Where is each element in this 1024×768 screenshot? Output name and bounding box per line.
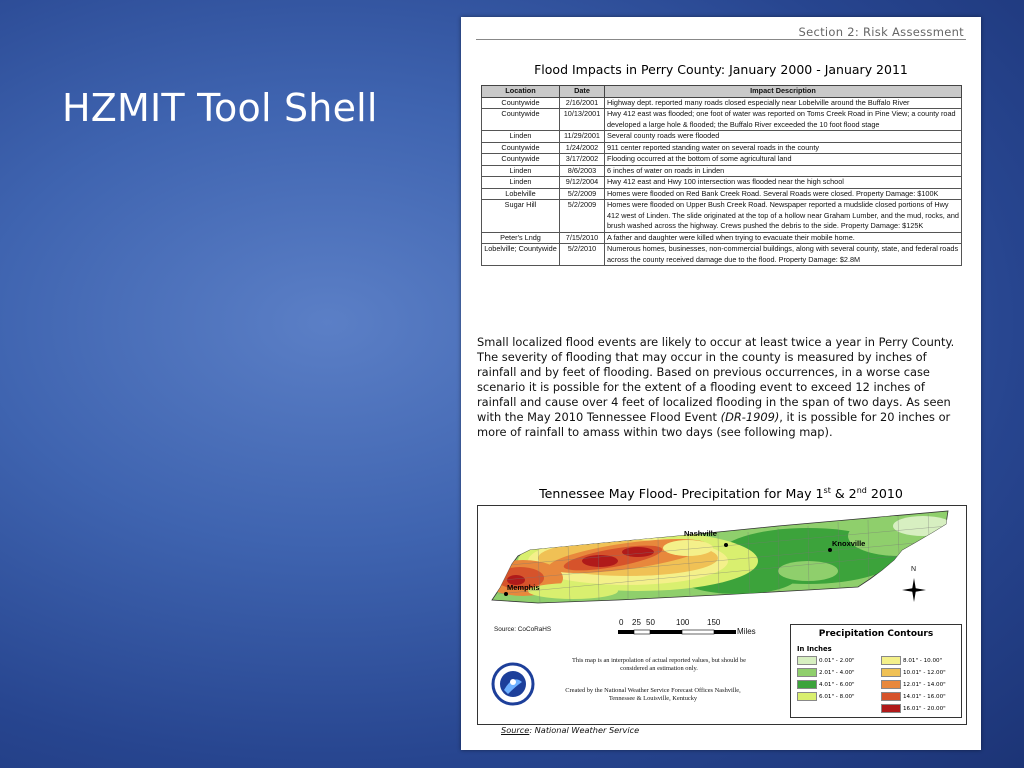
cell-location: Linden — [482, 177, 560, 189]
legend-label: 16.01" - 20.00" — [903, 706, 946, 712]
map-title — [461, 486, 981, 501]
legend-label: 6.01" - 8.00" — [819, 694, 855, 700]
legend-swatch — [797, 668, 817, 677]
column-header-date: Date — [560, 86, 605, 98]
map-source-line — [501, 725, 639, 735]
paragraph-text-end: , it is possible for 20 inches or more of rainfall to amass within two days (see following map). — [477, 410, 951, 439]
cell-impact: Several county roads were flooded — [605, 131, 962, 143]
cell-date: 1/24/2002 — [560, 142, 605, 154]
legend-swatch — [881, 692, 901, 701]
legend-swatch — [881, 668, 901, 677]
legend-label: 2.01" - 4.00" — [819, 670, 855, 676]
map-title-sup: st — [823, 486, 831, 495]
cell-date: 5/2/2009 — [560, 188, 605, 200]
cell-impact: Homes were flooded on Upper Bush Creek Road. Newspaper reported a mudslide closed portions of Hwy 412 west of Linden. The slide originated at the top of a hollow near Graham Lumber, and the mud, rocks, and brush washed across the highway. Crews pushed the debris to the side. Property Damage: $125K — [605, 200, 962, 233]
memphis-marker — [504, 592, 508, 596]
cell-location: Linden — [482, 165, 560, 177]
slide-title: HZMIT Tool Shell — [62, 86, 378, 130]
city-label-nashville: Nashville — [684, 529, 717, 538]
legend-label: 14.01" - 16.00" — [903, 694, 946, 700]
legend-label: 0.01" - 2.00" — [819, 658, 855, 664]
cell-impact: Hwy 412 east was flooded; one foot of water was reported on Toms Creek Road in Pine View; a county road developed a large hole & flooded; the Buffalo River exceeded the 10 foot flood stage — [605, 109, 962, 131]
legend-title: Precipitation Contours — [818, 629, 934, 639]
legend-item — [881, 680, 961, 689]
north-label: N — [911, 566, 917, 573]
table-title: Flood Impacts in Perry County: January 2000 - January 2011 — [534, 62, 908, 77]
cell-date: 9/12/2004 — [560, 177, 605, 189]
source-label: Source — [501, 725, 530, 735]
legend-swatch — [881, 656, 901, 665]
source-text: : National Weather Service — [529, 725, 640, 735]
column-header-impact: Impact Description — [605, 86, 962, 98]
legend-item — [797, 668, 877, 677]
header-divider — [476, 39, 966, 40]
cell-impact: Highway dept. reported many roads closed especially near Lobelville around the Buffalo River — [605, 97, 962, 109]
cell-date: 8/6/2003 — [560, 165, 605, 177]
cell-location: Countywide — [482, 97, 560, 109]
scale-label: 25 — [632, 618, 641, 627]
table-row — [482, 131, 962, 143]
legend-item — [881, 692, 961, 701]
table-row — [482, 97, 962, 109]
cell-location: Countywide — [482, 142, 560, 154]
legend-item — [797, 680, 877, 689]
cell-date: 2/16/2001 — [560, 97, 605, 109]
cell-location: Linden — [482, 131, 560, 143]
cell-location: Countywide — [482, 154, 560, 166]
cell-impact: Numerous homes, businesses, non-commercial buildings, along with several county, state, and federal roads across the county received damage due to the flood. Property Damage: $2.8M — [605, 244, 962, 266]
cell-location: Countywide — [482, 109, 560, 131]
cell-date: 5/2/2009 — [560, 200, 605, 233]
legend-swatch — [881, 704, 901, 713]
table-row — [482, 109, 962, 131]
city-label-knoxville: Knoxville — [832, 539, 866, 548]
cell-date: 5/2/2010 — [560, 244, 605, 266]
flood-impacts-table — [481, 85, 962, 266]
map-title-sup: nd — [856, 486, 867, 495]
cell-impact: Homes were flooded on Red Bank Creek Road. Several Roads were closed. Property Damage: $100K — [605, 188, 962, 200]
legend-item — [881, 704, 961, 713]
section-header: Section 2: Risk Assessment — [798, 25, 964, 39]
compass-rose — [902, 578, 926, 602]
column-header-location: Location — [482, 86, 560, 98]
nashville-marker — [724, 543, 728, 547]
map-source-label: Source: CoCoRaHS — [494, 626, 552, 633]
legend-label: 4.01" - 6.00" — [819, 682, 855, 688]
precipitation-legend — [790, 624, 962, 718]
cell-date: 3/17/2002 — [560, 154, 605, 166]
cell-date: 7/15/2010 — [560, 232, 605, 244]
city-label-memphis: Memphis — [507, 583, 540, 592]
table-row — [482, 177, 962, 189]
legend-swatch — [797, 680, 817, 689]
legend-item — [881, 668, 961, 677]
cell-location: Lobelville; Countywide — [482, 244, 560, 266]
cell-impact: A father and daughter were killed when trying to evacuate their mobile home. — [605, 232, 962, 244]
knoxville-marker — [828, 548, 832, 552]
legend-label: 10.01" - 12.00" — [903, 670, 946, 676]
map-disclaimer: This map is an interpolation of actual reported values, but should be considered an estimation only. — [572, 657, 746, 673]
scale-label: 100 — [676, 618, 690, 627]
legend-units: In Inches — [797, 645, 832, 653]
table-row — [482, 232, 962, 244]
cell-impact: 911 center reported standing water on several roads in the county — [605, 142, 962, 154]
legend-item — [797, 692, 877, 701]
table-row — [482, 188, 962, 200]
scale-bar — [618, 630, 736, 634]
precipitation-map — [477, 505, 967, 725]
scale-label: 0 — [619, 618, 624, 627]
paragraph-text: Small localized flood events are likely to occur at least twice a year in Perry County. The severity of flooding that may occur in the county is measured by inches of rainfall and by feet of flooding. Based on previous occurrences, in a worse case scenario it is possible for the extent of a flooding event to exceed 12 inches of rainfall and cause over 4 feet of localized flooding in the span of two days. As seen with the May 2010 Tennessee Flood Event — [477, 335, 955, 424]
legend-item — [881, 656, 961, 665]
risk-paragraph — [477, 335, 965, 440]
map-credits: Created by the National Weather Service Forecast Offices Nashville, Tennessee & Louisville, Kentucky — [565, 687, 741, 703]
cell-date: 10/13/2001 — [560, 109, 605, 131]
cell-date: 11/29/2001 — [560, 131, 605, 143]
cell-impact: Flooding occurred at the bottom of some agricultural land — [605, 154, 962, 166]
scale-label: 50 — [646, 618, 655, 627]
scale-label: 150 — [707, 618, 721, 627]
legend-label: 12.01" - 14.00" — [903, 682, 946, 688]
map-title-text: Tennessee May Flood- Precipitation for May 1 — [539, 486, 824, 502]
paragraph-disaster-id: (DR-1909) — [720, 410, 780, 424]
table-row — [482, 154, 962, 166]
legend-swatch — [881, 680, 901, 689]
cell-impact: Hwy 412 east and Hwy 100 intersection was flooded near the high school — [605, 177, 962, 189]
map-title-text: & 2 — [830, 486, 857, 502]
document-page — [461, 17, 981, 750]
table-row — [482, 200, 962, 233]
table-row — [482, 165, 962, 177]
legend-label: 8.01" - 10.00" — [903, 658, 943, 664]
map-title-text: 2010 — [866, 486, 903, 502]
cell-location: Lobelville — [482, 188, 560, 200]
table-row — [482, 244, 962, 266]
cell-impact: 6 inches of water on roads in Linden — [605, 165, 962, 177]
nws-logo — [493, 664, 533, 704]
legend-item — [797, 656, 877, 665]
table-row — [482, 142, 962, 154]
cell-location: Peter's Lndg — [482, 232, 560, 244]
cell-location: Sugar Hill — [482, 200, 560, 233]
legend-swatch — [797, 656, 817, 665]
scale-unit: Miles — [737, 627, 756, 636]
legend-swatch — [797, 692, 817, 701]
